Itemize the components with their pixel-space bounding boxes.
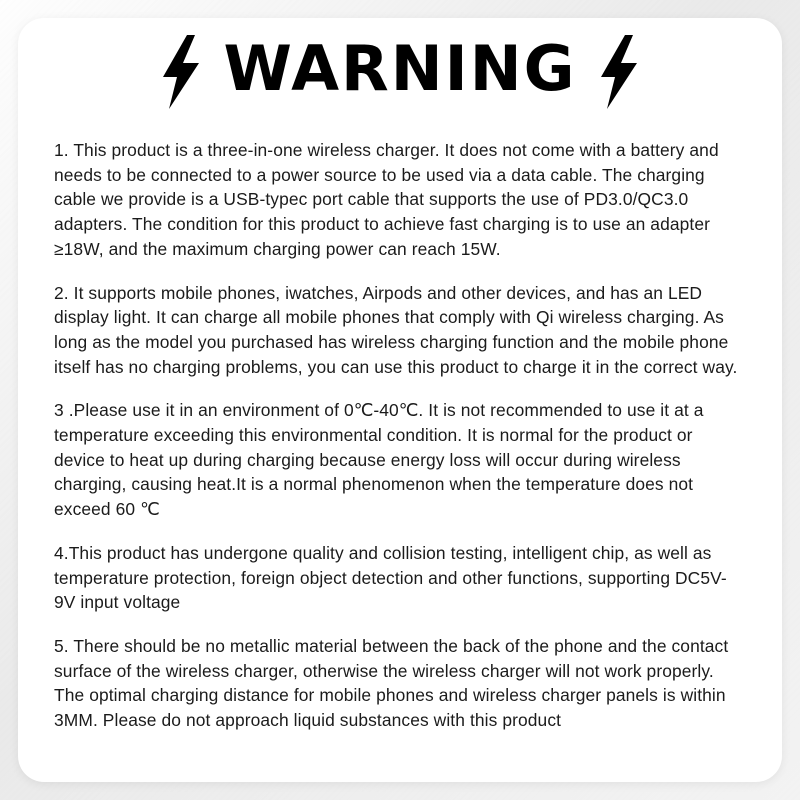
- lightning-bolt-icon: [599, 35, 639, 109]
- page-title: WARNING: [223, 32, 577, 105]
- warning-paragraph-1: 1. This product is a three-in-one wireless charger. It does not come with a battery and needs to be connected to a power source to be used via a data cable. The charging cable we provide is a USB-typec port cable that supports the use of PD3.0/QC3.0 adapters. The condition for this product to achieve fast charging is to use an adapter ≥18W, and the maximum charging power can reach 15W.: [54, 140, 719, 259]
- warning-paragraph-3: 3 .Please use it in an environment of 0℃-40℃. It is not recommended to use it at a temperature exceeding this environmental condition. It is normal for the product or device to heat up during charging because energy loss will occur during wireless charging, causing heat.It is a normal phenomenon when the temperature does not exceed 60 ℃: [54, 400, 704, 520]
- warning-paragraph-4: 4.This product has undergone quality and collision testing, intelligent chip, as well as temperature protection, foreign object detection and other functions, supporting DC5V-9V input voltage: [54, 542, 727, 613]
- warning-paragraph-2: 2. It supports mobile phones, iwatches, Airpods and other devices, and has an LED display light. It can charge all mobile phones that comply with Qi wireless charging. As long as the model you purchased has wireless charging function and the mobile phone itself has no charging problems, you can use this product to charge it in the correct way.: [54, 282, 738, 377]
- warning-paragraph-5: 5. There should be no metallic material between the back of the phone and the contact surface of the wireless charger, otherwise the wireless charger will not work properly. The optimal charging distance for mobile phones and wireless charger panels is within 3MM. Please do not approach liquid substances with this product: [54, 635, 729, 731]
- warning-card: [18, 18, 782, 782]
- warning-header: [18, 18, 782, 126]
- lightning-bolt-icon: [161, 35, 201, 109]
- warning-text-body: [18, 126, 782, 733]
